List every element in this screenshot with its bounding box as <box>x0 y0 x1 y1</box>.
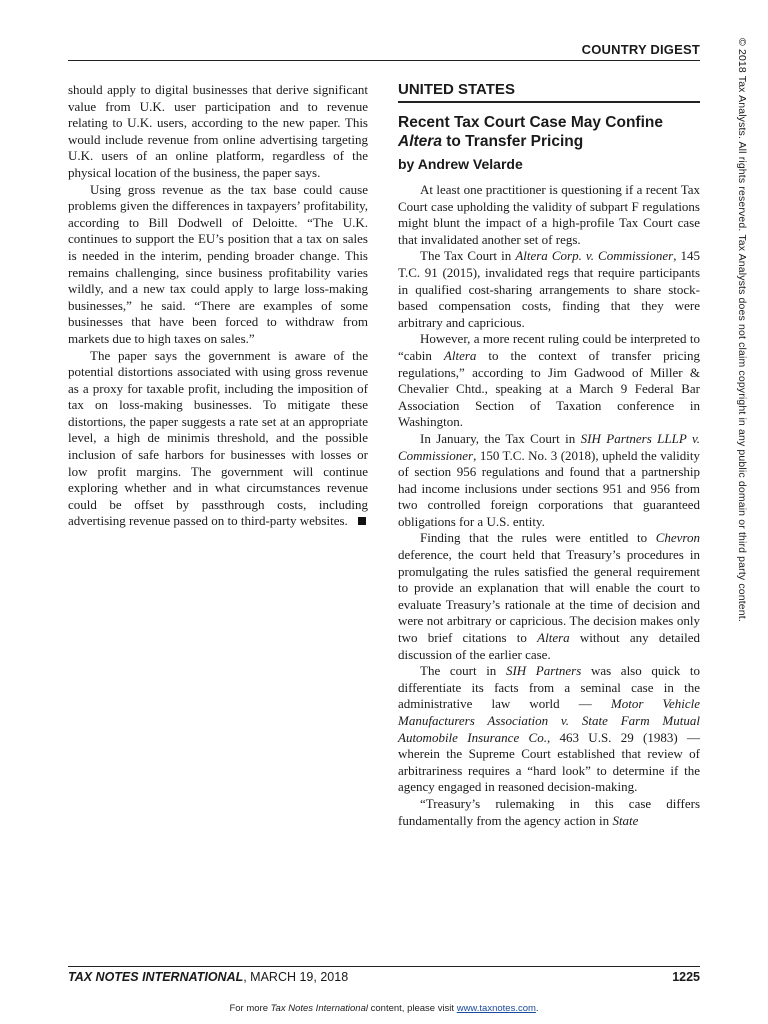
left-paragraph-3 <box>68 348 368 531</box>
headline-italic: Altera <box>398 133 442 150</box>
footer-rule <box>68 966 700 967</box>
publication-name: TAX NOTES INTERNATIONAL <box>68 970 244 984</box>
left-paragraph-2: Using gross revenue as the tax base could cause problems given the differences in taxpayers’ profitability, according to Bill Dodwell of Deloitte. “The U.K. continues to support the EU’s position that a tax on sales is needed in the interim, pending broader change. This remains challenging, since business profitability varies wildly, and a new tax could apply to large loss-making businesses,” he said. “There are examples of some businesses that have been forced to withdraw from markets due to high taxes on sales.” <box>68 181 368 346</box>
article-paragraph-4 <box>398 431 700 531</box>
p2-case: Altera Corp. v. Commissioner <box>515 248 674 264</box>
left-paragraph-1: should apply to digital businesses that derive significant value from U.K. user participation and to revenue relating to U.K. users, according to the new paper. This would include revenue from online advertising targeting U.K. users of an online platform, regardless of the physical location of the business, the paper says. <box>68 82 368 180</box>
byline: by Andrew Velarde <box>398 156 523 172</box>
p4-pre: In January, the Tax Court in <box>420 430 576 446</box>
p6-pre: The court in <box>420 663 497 679</box>
p5-post: without any detailed discussion of the earlier case. <box>398 630 701 662</box>
article-paragraph-3 <box>398 331 700 431</box>
article-paragraph-6 <box>398 663 700 796</box>
p6-post: , 463 U.S. 29 (1983) — wherein the Supreme Court established that review of arbitrariness requires a “hard look” to determine if the agency engaged in reasoned decision-making. <box>398 729 700 795</box>
p2-pre: The Tax Court in <box>420 248 512 264</box>
p5-pre: Finding that the rules were entitled to <box>420 530 648 546</box>
article-paragraph-7 <box>398 796 700 829</box>
bottom-note-post: . <box>535 1003 539 1014</box>
country-heading: UNITED STATES <box>398 81 515 98</box>
bottom-note-mid: content, please visit <box>370 1003 455 1014</box>
page-number: 1225 <box>672 970 700 984</box>
p3-italic: Altera <box>443 347 477 363</box>
article-paragraph-5 <box>398 530 700 663</box>
p7-italic: State <box>612 812 639 828</box>
left-paragraph-3-text: The paper says the government is aware of the potential distortions associated with using gross revenue as a proxy for taxable profit, including the imposition of tax on loss-making businesses. To mitigate these distortions, the paper suggests a rate set at an appropriate level, a high de minimis threshold, and the possible inclusion of safe harbors for businesses with losses or low profit margins. The government will continue exploring whether and in what circumstances revenue could be offset by passthrough costs, including advertising revenue passed on to third-party websites. <box>68 347 368 529</box>
p6-italic: SIH Partners <box>505 663 582 679</box>
p5-mid: deference, the court held that Treasury’s procedures in promulgating the rules satisfied the general requirement to provide an explanation that will enable the court to evaluate Treasury’s rationale at the time of decision and were not arbitrary or capricious. The decision makes only two brief citations to <box>398 547 700 646</box>
taxnotes-link[interactable]: www.taxnotes.com <box>456 1003 536 1014</box>
article-paragraph-1 <box>398 182 700 248</box>
footer-publication <box>68 970 348 984</box>
headline-part-2: to Transfer Pricing <box>446 133 584 150</box>
issue-date: , MARCH 19, 2018 <box>243 970 349 984</box>
bottom-note <box>0 1003 768 1014</box>
country-rule <box>398 101 700 103</box>
left-column <box>68 82 368 530</box>
p4-post: , 150 T.C. No. 3 (2018), upheld the validity of section 956 regulations and found that a partnership had income inclusions under sections 951 and 956 from two controlled foreign corporations that guaranteed obligations for a U.S. entity. <box>398 447 700 529</box>
p6-case: Motor Vehicle Manufacturers Association v. State Farm Mutual Automobile Insurance Co. <box>398 696 701 745</box>
end-of-article-mark <box>358 517 366 525</box>
p5-italic-2: Altera <box>537 630 570 646</box>
p6-mid: was also quick to differentiate its facts from a seminal case in the administrative law world — <box>398 663 701 712</box>
copyright-side-note: © 2018 Tax Analysts. All rights reserved. Tax Analysts does not claim copyright in any public domain or third party content. <box>736 38 748 622</box>
p3-pre: However, a more recent ruling could be interpreted to “cabin <box>398 331 700 363</box>
right-column <box>398 182 700 829</box>
section-label: COUNTRY DIGEST <box>581 42 700 57</box>
article-headline <box>398 113 700 151</box>
p2-post: , 145 T.C. 91 (2015), invalidated regs that require participants in qualified cost-sharing arrangements to share stock-based compensation costs, finding that they were arbitrary and capricious. <box>398 248 701 330</box>
article-paragraph-2 <box>398 248 700 331</box>
p1-text: At least one practitioner is questioning if a recent Tax Court case upholding the validity of subpart F regulations might blunt the impact of a high-profile Tax Court case that invalidated another set of regs. <box>398 182 700 247</box>
p3-post: to the context of transfer pricing regulations,” according to Jim Gadwood of Miller & Chevalier Chtd., speaking at a March 9 Federal Bar Association Section of Taxation conference in Washington. <box>398 347 701 430</box>
p5-italic: Chevron <box>655 530 700 546</box>
header-rule <box>68 60 700 61</box>
p7-pre: “Treasury’s rulemaking in this case differs fundamentally from the agency action in <box>398 795 700 828</box>
bottom-note-publication: Tax Notes International <box>270 1003 368 1014</box>
bottom-note-pre: For more <box>229 1003 268 1014</box>
p4-case: SIH Partners LLLP v. Commissioner <box>398 430 701 463</box>
headline-part-1: Recent Tax Court Case May Confine <box>398 114 663 131</box>
